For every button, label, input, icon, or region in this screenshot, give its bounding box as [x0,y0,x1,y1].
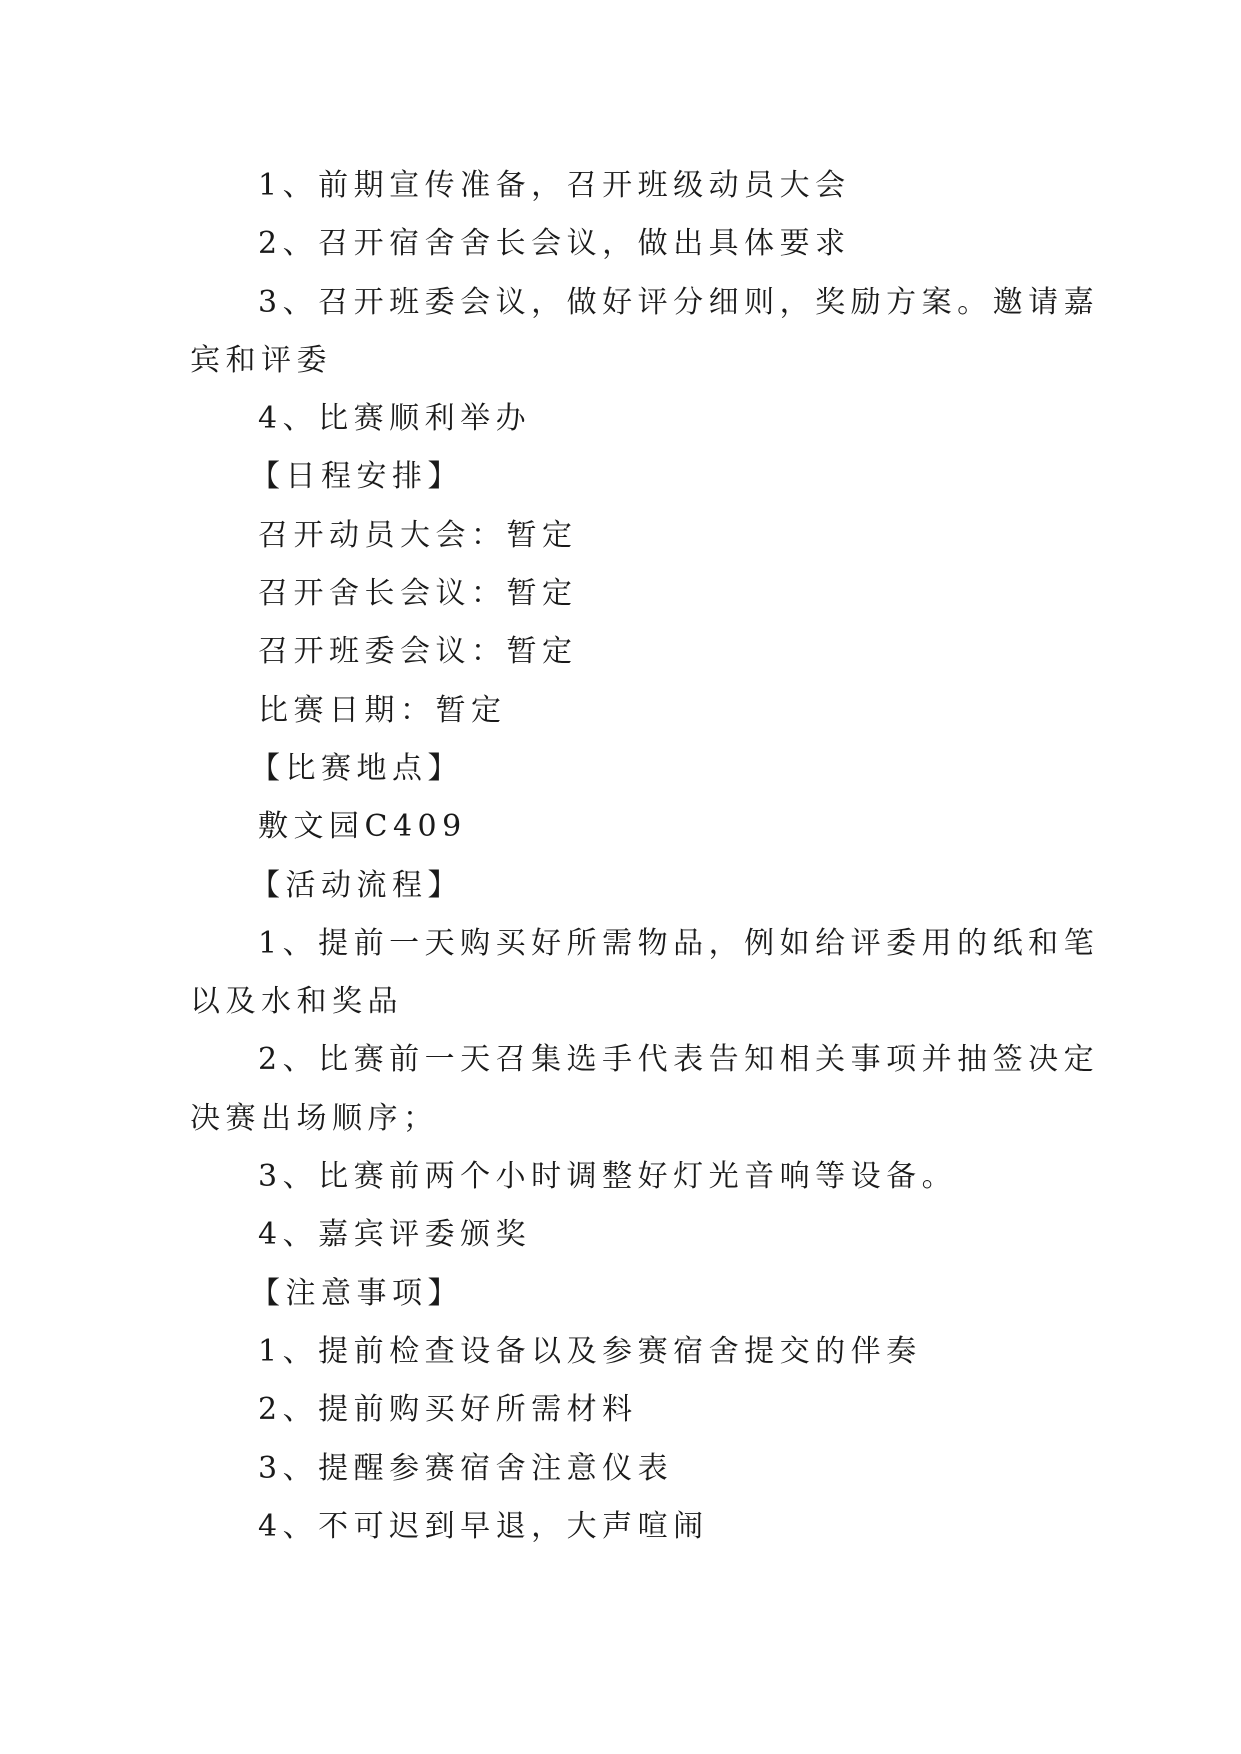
process-item-3: 3、比赛前两个小时调整好灯光音响等设备。 [258,1159,958,1195]
venue-text: 敷文园C409 [258,809,467,845]
notes-item-2: 2、提前购买好所需材料 [258,1392,638,1428]
prep-item-3-line-1: 3、召开班委会议，做好评分细则，奖励方案。邀请嘉 [258,284,1100,320]
notes-item-4: 4、不可迟到早退，大声喧闹 [258,1508,709,1544]
schedule-heading: 【日程安排】 [250,459,463,495]
notes-heading: 【注意事项】 [250,1275,463,1311]
process-item-4: 4、嘉宾评委颁奖 [258,1217,532,1253]
schedule-item-1: 召开动员大会：暂定 [258,517,578,553]
schedule-item-4: 比赛日期：暂定 [258,692,507,728]
process-item-2-line-1: 2、比赛前一天召集选手代表告知相关事项并抽签决定 [258,1042,1100,1078]
notes-item-3: 3、提醒参赛宿舍注意仪表 [258,1450,674,1486]
prep-item-3-line-2: 宾和评委 [190,342,332,378]
venue-heading: 【比赛地点】 [250,750,463,786]
process-heading: 【活动流程】 [250,867,463,903]
process-item-2-line-2: 决赛出场顺序； [190,1100,439,1136]
prep-item-2: 2、召开宿舍舍长会议，做出具体要求 [258,226,851,262]
notes-item-1: 1、提前检查设备以及参赛宿舍提交的伴奏 [258,1333,922,1369]
document-page [190,157,1100,1556]
process-item-1-line-1: 1、提前一天购买好所需物品，例如给评委用的纸和笔 [258,925,1100,961]
schedule-item-3: 召开班委会议：暂定 [258,634,578,670]
prep-item-4: 4、比赛顺利举办 [258,401,532,437]
prep-item-1: 1、前期宣传准备，召开班级动员大会 [258,168,851,203]
process-item-1-line-2: 以及水和奖品 [190,984,403,1020]
schedule-item-2: 召开舍长会议：暂定 [258,576,578,612]
